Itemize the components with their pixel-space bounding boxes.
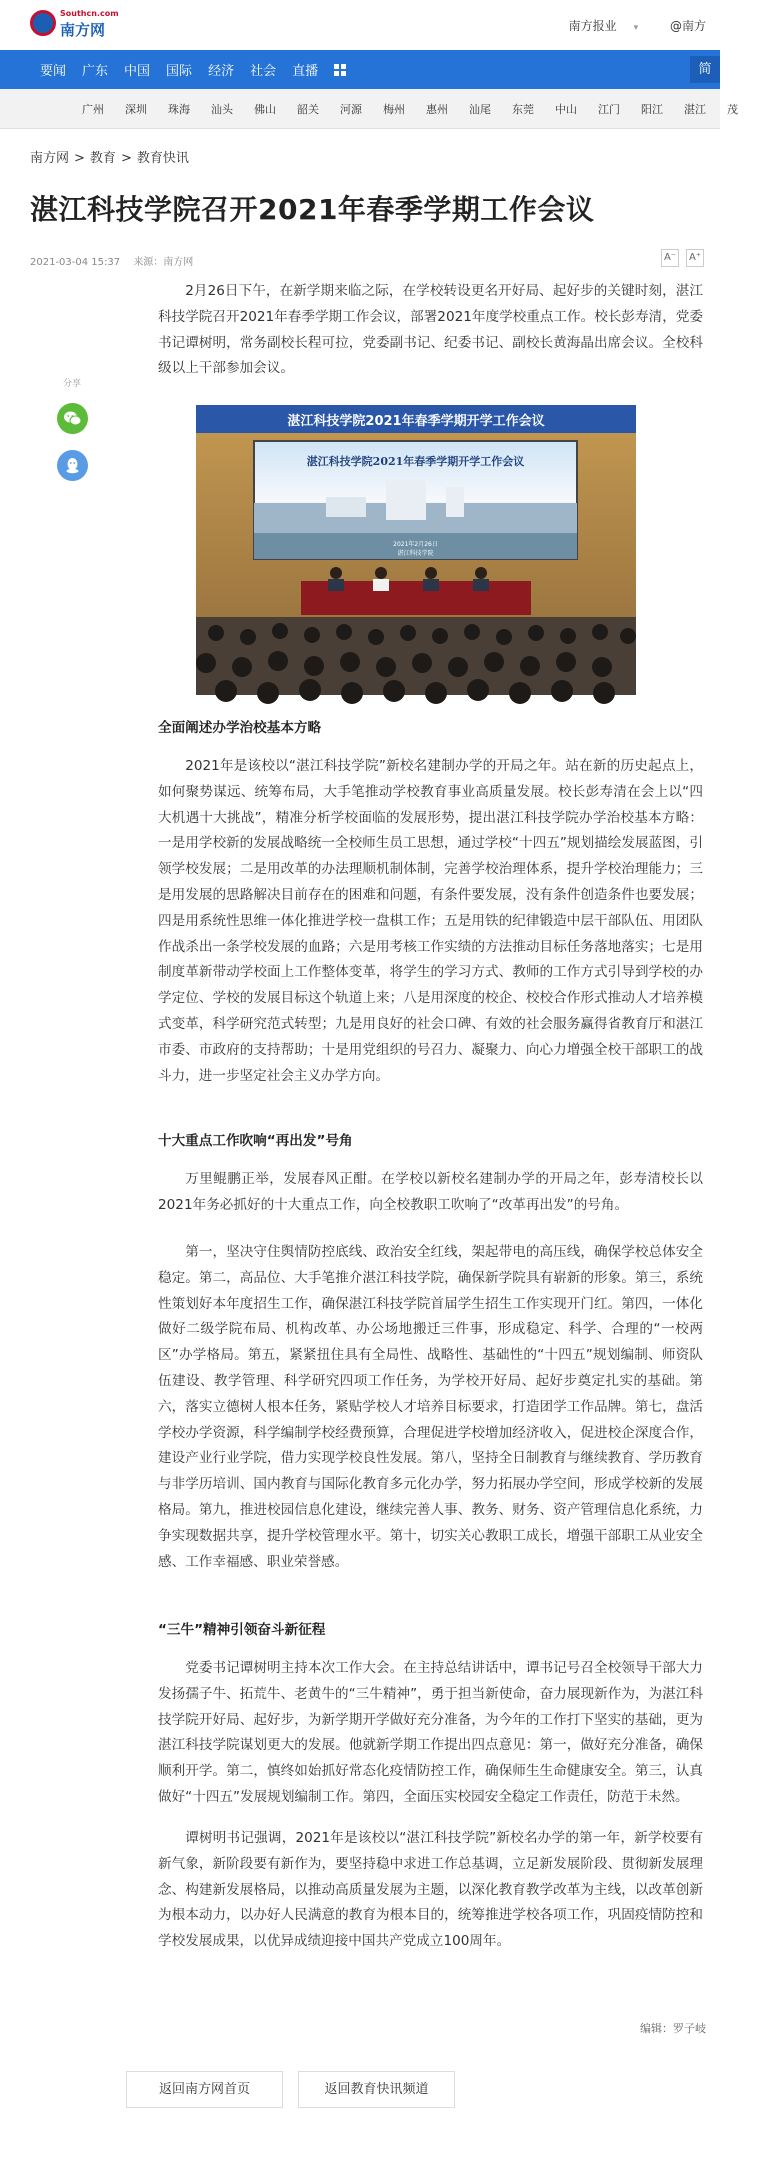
photo-banner-text: 湛江科技学院2021年春季学期开学工作会议: [287, 414, 545, 429]
nav-item-yaowen[interactable]: 要闻: [40, 64, 67, 79]
share-label: 分享: [62, 379, 81, 389]
city-nav: [0, 89, 738, 129]
section-3-body: [158, 1656, 703, 1811]
city-item[interactable]: 湛江: [684, 103, 706, 116]
wechat-share-button[interactable]: [57, 403, 88, 434]
qq-icon: [63, 456, 82, 475]
city-item[interactable]: 深圳: [125, 103, 147, 116]
city-item[interactable]: 惠州: [426, 103, 448, 116]
nav-item-society[interactable]: 社会: [250, 64, 277, 79]
section-heading-2: 十大重点工作吹响“再出发”号角: [158, 1133, 353, 1149]
city-item[interactable]: 江门: [598, 103, 620, 116]
city-item[interactable]: 汕头: [211, 103, 233, 116]
nav-item-china[interactable]: 中国: [124, 64, 151, 79]
city-item[interactable]: 茂: [727, 103, 738, 116]
photo-screen-date: 2021年2月26日: [393, 541, 438, 548]
nav-item-guangdong[interactable]: 广东: [82, 64, 109, 79]
font-larger-button[interactable]: A⁺: [686, 249, 704, 267]
section-2-body: [158, 1167, 703, 1219]
city-item[interactable]: 阳江: [641, 103, 663, 116]
section-3-paragraph-1: 党委书记谭树明主持本次工作大会。在主持总结讲话中，谭书记号召全校领导干部大力发扬孺子牛、拓荒牛、老黄牛的“三牛精神”，勇于担当新使命，奋力展现新作为，为湛江科技学院开好局、起好步，为新学期开学做好充分准备，为今年的工作打下坚实的基础，更为湛江科技学院谋划更大的发展。他就新学期工作提出四点意见：第一，做好充分准备，确保顺利开学。第二，慎终如始抓好常态化疫情防控工作，确保师生生命健康安全。第三，认真做好“十四五”发展规划编制工作。第四，全面压实校园安全稳定工作责任，防范于未然。: [158, 1660, 703, 1805]
city-item[interactable]: 汕尾: [469, 103, 491, 116]
article-title: 湛江科技学院召开2021年春季学期工作会议: [30, 193, 595, 226]
city-nav-items: [82, 89, 759, 129]
breadcrumb: [30, 147, 189, 166]
grid-icon[interactable]: [334, 64, 346, 76]
breadcrumb-separator: >: [74, 151, 85, 166]
section-1-body: [158, 754, 703, 1089]
city-item[interactable]: 珠海: [168, 103, 190, 116]
top-bar: [0, 0, 720, 50]
section-heading-1: 全面阐述办学治校基本方略: [158, 720, 322, 736]
city-item[interactable]: 中山: [555, 103, 577, 116]
breadcrumb-home[interactable]: 南方网: [30, 151, 70, 166]
city-item[interactable]: 梅州: [383, 103, 405, 116]
breadcrumb-news[interactable]: 教育快讯: [136, 151, 189, 166]
back-channel-button[interactable]: 返回教育快讯频道: [298, 2071, 455, 2108]
conference-photo: [196, 405, 636, 695]
article-source: 来源：南方网: [133, 257, 194, 268]
main-nav: [0, 50, 720, 89]
section-3-body-2: [158, 1826, 703, 1955]
intro-paragraph: 2月26日下午，在新学期来临之际，在学校转设更名开好局、起好步的关键时刻，湛江科技学院召开2021年春季学期工作会议，部署2021年度学校重点工作。校长彭寿清，党委书记谭树明，常务副校长程可拉，党委副书记、纪委书记、副校长黄海晶出席会议。全校科级以上干部参加会议。: [158, 283, 703, 377]
nav-item-economy[interactable]: 经济: [208, 64, 235, 79]
city-item[interactable]: 东莞: [512, 103, 534, 116]
qq-share-button[interactable]: [57, 450, 88, 481]
article-intro: [158, 279, 703, 382]
section-heading-3: “三牛”精神引领奋斗新征程: [158, 1622, 326, 1638]
article-meta: [30, 253, 203, 268]
app-link[interactable]: 南方报业 ▾: [568, 19, 639, 33]
font-smaller-button[interactable]: A⁻: [661, 249, 679, 267]
top-links: [569, 17, 720, 34]
city-item[interactable]: 佛山: [254, 103, 276, 116]
section-2-paragraph-2: 第一，坚决守住舆情防控底线、政治安全红线，架起带电的高压线，确保学校总体安全稳定。第二，高品位、大手笔推介湛江科技学院，确保新学院具有崭新的形象。第三，系统性策划好本年度招生工作，确保湛江科技学院首届学生招生工作实现开门红。第四，一体化做好二级学院布局、机构改革、办公场地搬迁三件事，形成稳定、科学、合理的“一校两区”办学格局。第五，紧紧扭住具有全局性、战略性、基础性的“十四五”规划编制、师资队伍建设、教学管理、科学研究四项工作任务，为学校开好局、起好步奠定扎实的基础。第六，落实立德树人根本任务，紧贴学校人才培养目标要求，打造团学工作品牌。第七，盘活学校办学资源，科学编制学校经费预算，合理促进学校增加经济收入，促进校企深度合作，建设产业行业学院，借力实现学校良性发展。第八，坚持全日制教育与继续教育、学历教育与非学历培训、国内教育与国际化教育多元化办学，努力拓展办学空间，形成学校新的发展格局。第九，推进校园信息化建设，继续完善人事、教务、财务、资产管理信息化系统，力争实现数据共享，提升学校管理水平。第十，切实关心教职工成长，增强干部职工从业安全感、工作幸福感、职业荣誉感。: [158, 1244, 703, 1570]
nav-item-live[interactable]: 直播: [292, 64, 319, 79]
section-3-paragraph-2: 谭树明书记强调，2021年是该校以“湛江科技学院”新校名办学的第一年，新学校要有新气象，新阶段要有新作为，要坚持稳中求进工作总基调，立足新发展阶段、贯彻新发展理念、构建新发展格局，以推动高质量发展为主题，以深化教育教学改革为主线，以改革创新为根本动力，以办好人民满意的教育为根本目的，统筹推进学校各项工作，巩固疫情防控和学校发展成果，以优异成绩迎接中国共产党成立100周年。: [158, 1830, 703, 1950]
city-item[interactable]: 河源: [340, 103, 362, 116]
breadcrumb-education[interactable]: 教育: [89, 151, 116, 166]
section-2-paragraph-1: 万里鲲鹏正举，发展春风正酣。在学校以新校名建制办学的开局之年，彭寿清校长以2021年务必抓好的十大重点工作，向全校教职工吹响了“改革再出发”的号角。: [158, 1171, 703, 1213]
logo-cn-text: 南方网: [60, 21, 106, 39]
photo-screen-org: 湛江科技学院: [397, 550, 434, 557]
photo-screen-title: 湛江科技学院2021年春季学期开学工作会议: [306, 455, 525, 468]
dropdown-icon: ▾: [633, 23, 639, 33]
social-link[interactable]: @南方: [669, 19, 706, 33]
breadcrumb-separator: >: [120, 151, 132, 166]
simplified-toggle[interactable]: 简: [690, 56, 720, 83]
city-item[interactable]: 广州: [82, 103, 104, 116]
nav-items: [40, 50, 362, 89]
logo-mark-icon: [30, 10, 56, 36]
share-panel: [52, 376, 92, 497]
logo-en-text: Southcn.com: [60, 9, 119, 18]
section-1-paragraph: 2021年是该校以“湛江科技学院”新校名建制办学的开局之年。站在新的历史起点上，如何聚势谋远、统筹布局，大手笔推动学校教育事业高质量发展。校长彭寿清在会上以“四大机遇十大挑战”，精准分析学校面临的发展形势，提出湛江科技学院办学治校基本方略：一是用学校新的发展战略统一全校师生员工思想，通过学校“十四五”规划描绘发展蓝图，引领学校发展；二是用改革的办法理顺机制体制，完善学校治理体系，提升学校治理能力；三是用发展的思路解决目前存在的困难和问题，有条件要发展，没有条件创造条件也要发展；四是用系统性思维一体化推进学校一盘棋工作；五是用铁的纪律锻造中层干部队伍、用团队作战杀出一条学校发展的血路；六是用考核工作实绩的方法推动目标任务落地落实；七是用制度革新带动学校面上工作整体变革，将学生的学习方式、教师的工作方式引导到学校的办学定位、学校的发展目标这个轨道上来；八是用深度的校企、校校合作形式推动人才培养模式变革，科学研究范式转型；九是用良好的社会口碑、有效的社会服务赢得省教育厅和湛江市委、市政府的支持帮助；十是用党组织的号召力、凝聚力、向心力增强全校干部职工的战斗力，进一步坚定社会主义办学方向。: [158, 758, 703, 1084]
southcn-logo[interactable]: [30, 8, 120, 40]
editor-credit: 编辑：罗子岐: [640, 2022, 706, 2035]
wechat-icon: [63, 409, 82, 428]
section-2-body-2: [158, 1240, 703, 1575]
nav-item-international[interactable]: 国际: [166, 64, 193, 79]
city-item[interactable]: 韶关: [297, 103, 319, 116]
publish-date: 2021-03-04 15:37: [30, 257, 121, 268]
back-home-button[interactable]: 返回南方网首页: [126, 2071, 283, 2108]
